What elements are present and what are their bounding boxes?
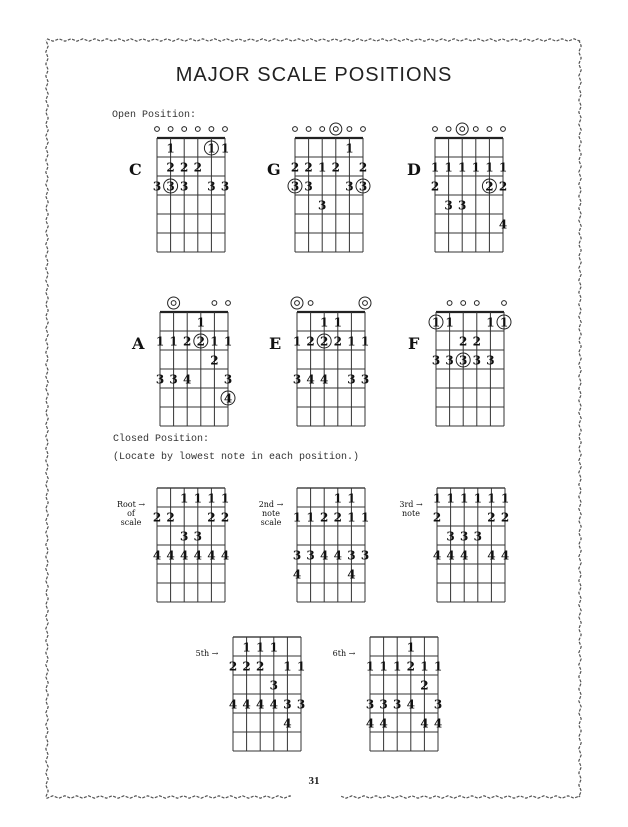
finger-number: 3 (444, 198, 453, 213)
finger-number: 1 (444, 160, 453, 175)
finger-number: 2 (331, 160, 340, 175)
finger-number: 1 (320, 315, 329, 330)
closed-diagram-3 (218, 615, 316, 759)
finger-number: 1 (196, 315, 205, 330)
finger-number: 1 (333, 315, 342, 330)
finger-number: 4 (152, 548, 162, 563)
finger-number: 4 (207, 548, 216, 563)
finger-number: 2 (242, 659, 251, 674)
finger-number: 1 (283, 659, 292, 674)
finger-number: 3 (180, 529, 189, 544)
finger-number: 3 (433, 697, 443, 712)
finger-number: 2 (320, 334, 329, 349)
finger-number: 3 (345, 179, 354, 194)
open-string-marker (295, 301, 300, 306)
position-marker-label: 2nd → note scale (258, 500, 284, 527)
finger-number: 3 (347, 548, 356, 563)
finger-number: 1 (256, 640, 265, 655)
finger-number: 2 (459, 334, 468, 349)
finger-number: 1 (431, 315, 441, 330)
finger-number: 3 (360, 372, 370, 387)
finger-number: 2 (228, 659, 238, 674)
open-string-marker (293, 127, 298, 132)
open-string-marker (209, 127, 214, 132)
finger-number: 1 (347, 491, 356, 506)
finger-number: 2 (210, 353, 219, 368)
finger-number: 1 (345, 141, 354, 156)
key-label-f: F (408, 334, 420, 353)
finger-number: 4 (365, 716, 375, 731)
open-position-label: Open Position: (112, 110, 197, 121)
finger-number: 4 (228, 697, 238, 712)
finger-number: 4 (223, 391, 233, 406)
finger-number: 3 (379, 697, 388, 712)
finger-number: 2 (432, 510, 442, 525)
position-marker-label: Root → of scale (116, 500, 146, 527)
finger-number: 3 (358, 179, 368, 194)
root-circle (359, 297, 371, 309)
finger-number: 1 (296, 659, 306, 674)
finger-number: 4 (256, 697, 265, 712)
finger-number: 4 (446, 548, 455, 563)
finger-number: 2 (193, 160, 202, 175)
finger-number: 1 (379, 659, 388, 674)
finger-number: 1 (207, 491, 216, 506)
finger-number: 1 (180, 491, 189, 506)
open-string-marker (446, 127, 451, 132)
finger-number: 4 (406, 697, 415, 712)
finger-number: 3 (446, 529, 455, 544)
key-label-a: A (132, 334, 145, 353)
open-diagram-2 (420, 116, 518, 260)
finger-number: 1 (487, 491, 496, 506)
finger-number: 1 (347, 510, 356, 525)
closed-diagram-2 (422, 466, 520, 610)
finger-number: 2 (152, 510, 162, 525)
position-marker-label: 6th → (332, 649, 356, 658)
finger-number: 4 (292, 567, 302, 582)
finger-number: 1 (446, 491, 455, 506)
key-label-e: E (269, 334, 282, 353)
finger-number: 2 (472, 334, 481, 349)
page-number: 31 (308, 775, 320, 787)
open-diagram-4 (282, 290, 380, 434)
closed-diagram-1 (282, 466, 380, 610)
finger-number: 3 (283, 697, 292, 712)
finger-number: 3 (269, 678, 278, 693)
finger-number: 3 (459, 353, 468, 368)
open-diagram-5 (421, 290, 519, 434)
finger-number: 1 (242, 640, 251, 655)
finger-number: 4 (242, 697, 251, 712)
root-circle (330, 123, 342, 135)
finger-number: 2 (487, 510, 496, 525)
finger-number: 3 (445, 353, 454, 368)
finger-number: 3 (431, 353, 441, 368)
open-string-marker (447, 301, 452, 306)
finger-number: 1 (306, 510, 315, 525)
finger-number: 2 (220, 510, 230, 525)
finger-number: 4 (180, 548, 189, 563)
finger-number: 1 (365, 659, 375, 674)
finger-number: 3 (306, 548, 315, 563)
finger-number: 2 (304, 160, 313, 175)
open-string-marker (461, 301, 466, 306)
open-string-marker (474, 301, 479, 306)
finger-number: 4 (460, 548, 469, 563)
finger-number: 1 (210, 334, 219, 349)
finger-number: 3 (473, 529, 482, 544)
finger-number: 1 (193, 491, 202, 506)
finger-number: 3 (393, 697, 402, 712)
finger-number: 3 (347, 372, 356, 387)
open-string-marker (212, 301, 217, 306)
finger-number: 4 (333, 548, 342, 563)
finger-number: 4 (379, 716, 388, 731)
finger-number: 2 (306, 334, 315, 349)
finger-number: 1 (460, 491, 469, 506)
finger-number: 3 (472, 353, 481, 368)
finger-number: 1 (430, 160, 440, 175)
open-string-marker (182, 127, 187, 132)
finger-number: 2 (485, 179, 494, 194)
finger-number: 2 (420, 678, 429, 693)
finger-number: 1 (420, 659, 429, 674)
root-circle (291, 297, 303, 309)
open-diagram-0 (142, 116, 240, 260)
open-diagram-3 (145, 290, 243, 434)
finger-number: 3 (292, 372, 302, 387)
finger-number: 2 (498, 179, 508, 194)
position-marker-label: 5th → (195, 649, 219, 658)
finger-number: 3 (365, 697, 375, 712)
finger-number: 3 (318, 198, 327, 213)
finger-number: 3 (180, 179, 189, 194)
open-string-marker (363, 301, 368, 306)
finger-number: 1 (292, 334, 302, 349)
finger-number: 3 (207, 179, 216, 194)
finger-number: 1 (486, 315, 495, 330)
finger-number: 2 (333, 334, 342, 349)
finger-number: 3 (360, 548, 370, 563)
finger-number: 2 (358, 160, 368, 175)
finger-number: 4 (193, 548, 202, 563)
finger-number: 4 (320, 372, 329, 387)
finger-number: 4 (498, 217, 508, 232)
open-string-marker (333, 127, 338, 132)
finger-number: 3 (458, 198, 467, 213)
finger-number: 1 (155, 334, 165, 349)
finger-number: 1 (220, 141, 230, 156)
finger-number: 4 (487, 548, 496, 563)
finger-number: 1 (498, 160, 508, 175)
page-title: MAJOR SCALE POSITIONS (175, 64, 453, 86)
open-string-marker (433, 127, 438, 132)
finger-number: 4 (420, 716, 429, 731)
finger-number: 3 (296, 697, 306, 712)
finger-number: 3 (486, 353, 495, 368)
finger-number: 1 (292, 510, 302, 525)
finger-number: 4 (432, 548, 442, 563)
finger-number: 3 (292, 548, 302, 563)
finger-number: 3 (166, 179, 175, 194)
finger-number: 1 (393, 659, 402, 674)
open-string-marker (171, 301, 176, 306)
finger-number: 4 (283, 716, 292, 731)
finger-number: 2 (183, 334, 192, 349)
finger-number: 2 (406, 659, 415, 674)
open-string-marker (308, 301, 313, 306)
open-string-marker (473, 127, 478, 132)
finger-number: 2 (166, 510, 175, 525)
open-string-marker (195, 127, 200, 132)
finger-number: 1 (473, 491, 482, 506)
closed-position-note: (Locate by lowest note in each position.) (113, 452, 360, 463)
finger-number: 3 (169, 372, 178, 387)
finger-number: 1 (499, 315, 509, 330)
finger-number: 1 (458, 160, 467, 175)
finger-number: 1 (223, 334, 233, 349)
finger-number: 1 (347, 334, 356, 349)
finger-number: 3 (304, 179, 313, 194)
finger-number: 1 (432, 491, 442, 506)
finger-number: 1 (169, 334, 178, 349)
open-string-marker (502, 301, 507, 306)
finger-number: 1 (485, 160, 494, 175)
finger-number: 4 (306, 372, 315, 387)
finger-number: 3 (223, 372, 233, 387)
open-string-marker (306, 127, 311, 132)
finger-number: 2 (430, 179, 440, 194)
open-diagram-1 (280, 116, 378, 260)
open-string-marker (168, 127, 173, 132)
finger-number: 2 (320, 510, 329, 525)
finger-number: 1 (318, 160, 327, 175)
closed-diagram-4 (355, 615, 453, 759)
open-string-marker (501, 127, 506, 132)
finger-number: 4 (500, 548, 510, 563)
root-circle (456, 123, 468, 135)
finger-number: 1 (500, 491, 510, 506)
finger-number: 4 (347, 567, 356, 582)
finger-number: 3 (193, 529, 202, 544)
finger-number: 2 (333, 510, 342, 525)
open-string-marker (487, 127, 492, 132)
finger-number: 1 (220, 491, 230, 506)
finger-number: 4 (320, 548, 329, 563)
finger-number: 4 (269, 697, 278, 712)
finger-number: 3 (220, 179, 230, 194)
finger-number: 1 (207, 141, 216, 156)
finger-number: 2 (256, 659, 265, 674)
finger-number: 4 (220, 548, 230, 563)
finger-number: 1 (471, 160, 480, 175)
finger-number: 4 (166, 548, 175, 563)
finger-number: 2 (196, 334, 205, 349)
finger-number: 1 (166, 141, 175, 156)
finger-number: 3 (290, 179, 300, 194)
finger-number: 3 (152, 179, 162, 194)
finger-number: 2 (500, 510, 510, 525)
finger-number: 1 (433, 659, 443, 674)
finger-number: 1 (445, 315, 454, 330)
finger-number: 1 (360, 334, 370, 349)
finger-number: 3 (460, 529, 469, 544)
finger-number: 2 (207, 510, 216, 525)
finger-number: 2 (290, 160, 300, 175)
finger-number: 1 (406, 640, 415, 655)
finger-number: 1 (333, 491, 342, 506)
finger-number: 4 (183, 372, 192, 387)
open-string-marker (155, 127, 160, 132)
finger-number: 3 (155, 372, 165, 387)
finger-number: 4 (433, 716, 443, 731)
open-string-marker (460, 127, 465, 132)
key-label-g: G (267, 160, 281, 179)
root-circle (168, 297, 180, 309)
closed-diagram-0 (142, 466, 240, 610)
key-label-c: C (129, 160, 142, 179)
open-string-marker (361, 127, 366, 132)
finger-number: 1 (269, 640, 278, 655)
open-string-marker (320, 127, 325, 132)
key-label-d: D (407, 160, 421, 179)
open-string-marker (226, 301, 231, 306)
open-string-marker (223, 127, 228, 132)
finger-number: 2 (166, 160, 175, 175)
finger-number: 1 (360, 510, 370, 525)
closed-position-label: Closed Position: (113, 434, 210, 445)
open-string-marker (347, 127, 352, 132)
position-marker-label: 3rd → note (399, 500, 423, 518)
finger-number: 2 (180, 160, 189, 175)
